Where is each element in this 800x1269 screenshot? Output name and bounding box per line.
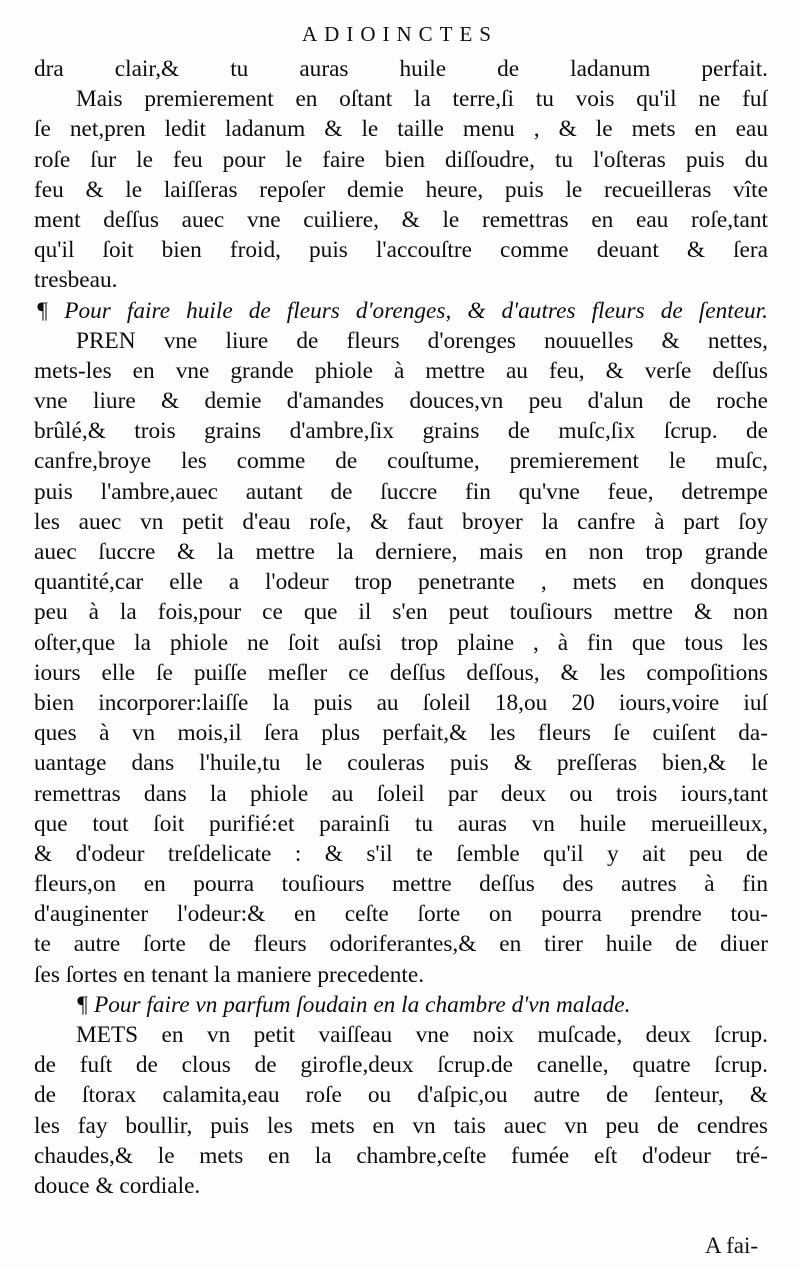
text-line: de ſtorax calamita,eau roſe ou d'aſpic,ou autre de ſenteur, & [34,1082,768,1109]
text-line: canfre,broye les comme de couſtume, premierement le muſc, [34,448,768,475]
text-line: feu & le laiſſeras repoſer demie heure, puis le recueilleras vîte [34,176,768,203]
text-line: bien incorporer:laiſſe la puis au ſoleil 18,ou 20 iours,voire iuſ [34,689,768,716]
body-text [34,54,768,1201]
text-line: chaudes,& le mets en la chambre,ceſte fumée eſt d'odeur tré- [34,1142,768,1169]
text-line: iours elle ſe puiſſe meſler ce deſſus deſſous, & les compoſitions [34,659,768,686]
text-line: remettras dans la phiole au ſoleil par deux ou trois iours,tant [34,780,768,807]
text-line: roſe ſur le feu pour le faire bien diſſoudre, tu l'oſteras puis du [34,146,768,173]
text-line: quantité,car elle a l'odeur trop penetrante , mets en donques [34,569,768,596]
text-line: auec ſuccre & la mettre la derniere, mais en non trop grande [34,539,768,565]
recipe-heading: ¶ Pour faire vn parfum ſoudain en la chambre d'vn malade. [76,991,631,1018]
text-line: les auec vn petit d'eau roſe, & faut broyer la canfre à part ſoy [34,508,768,535]
paragraph-first-line: Mais premierement en oſtant la terre,ſi tu vois qu'il ne fuſ [76,86,768,113]
text-line: douce & cordiale. [34,1172,201,1199]
text-line: qu'il ſoit bien froid, puis l'accouſtre comme deuant & ſera [34,237,768,264]
text-line: puis l'ambre,auec autant de ſuccre fin qu'vne feue, detrempe [34,478,768,505]
text-line: brûlé,& trois grains d'ambre,ſix grains de muſc,ſix ſcrup. de [34,418,768,445]
text-line: ſes ſortes en tenant la maniere precedente. [34,961,425,988]
text-line: te autre ſorte de fleurs odoriferantes,& en tirer huile de diuer [34,931,768,958]
running-head: ADIOINCTES [302,22,498,46]
text-line: que tout ſoit purifié:et parainſi tu auras vn huile merueilleux, [34,810,768,837]
text-line: peu à la fois,pour ce que il s'en peut touſiours mettre & non [34,599,768,626]
text-line: d'auginenter l'odeur:& en ceſte ſorte on pourra prendre tou- [34,901,768,928]
text-line: dra clair,& tu auras huile de ladanum perfait. [34,56,768,82]
text-line: oſter,que la phiole ne ſoit auſsi trop plaine , à fin que tous les [34,629,768,656]
paragraph-first-line: METS en vn petit vaiſſeau vne noix muſcade, deux ſcrup. [76,1022,768,1048]
paragraph-first-line: PREN vne liure de fleurs d'orenges nouuelles & nettes, [76,327,768,354]
recipe-heading: ¶ Pour faire huile de fleurs d'orenges, & d'autres fleurs de ſenteur. [36,297,768,324]
text-line: mets-les en vne grande phiole à mettre au feu, & verſe deſſus [34,357,768,384]
text-line: ques à vn mois,il ſera plus perfait,& les fleurs ſe cuiſent da- [34,720,768,747]
text-line: les fay boullir, puis les mets en vn tais auec vn peu de cendres [34,1112,768,1139]
text-line: ment deſſus auec vne cuiliere, & le remettras en eau roſe,tant [34,206,768,233]
text-line: de fuſt de clous de girofle,deux ſcrup.de canelle, quatre ſcrup. [34,1052,768,1079]
text-line: & d'odeur treſdelicate : & s'il te ſemble qu'il y ait peu de [34,840,768,867]
text-line: vne liure & demie d'amandes douces,vn peu d'alun de roche [34,388,768,415]
text-line: ſe net,pren ledit ladanum & le taille menu , & le mets en eau [34,116,768,143]
text-line: fleurs,on en pourra touſiours mettre deſſus des autres à fin [34,871,768,898]
text-line: uantage dans l'huile,tu le couleras puis & preſſeras bien,& le [34,750,768,777]
text-line: tresbeau. [34,267,118,294]
catchword: A fai- [704,1233,758,1258]
